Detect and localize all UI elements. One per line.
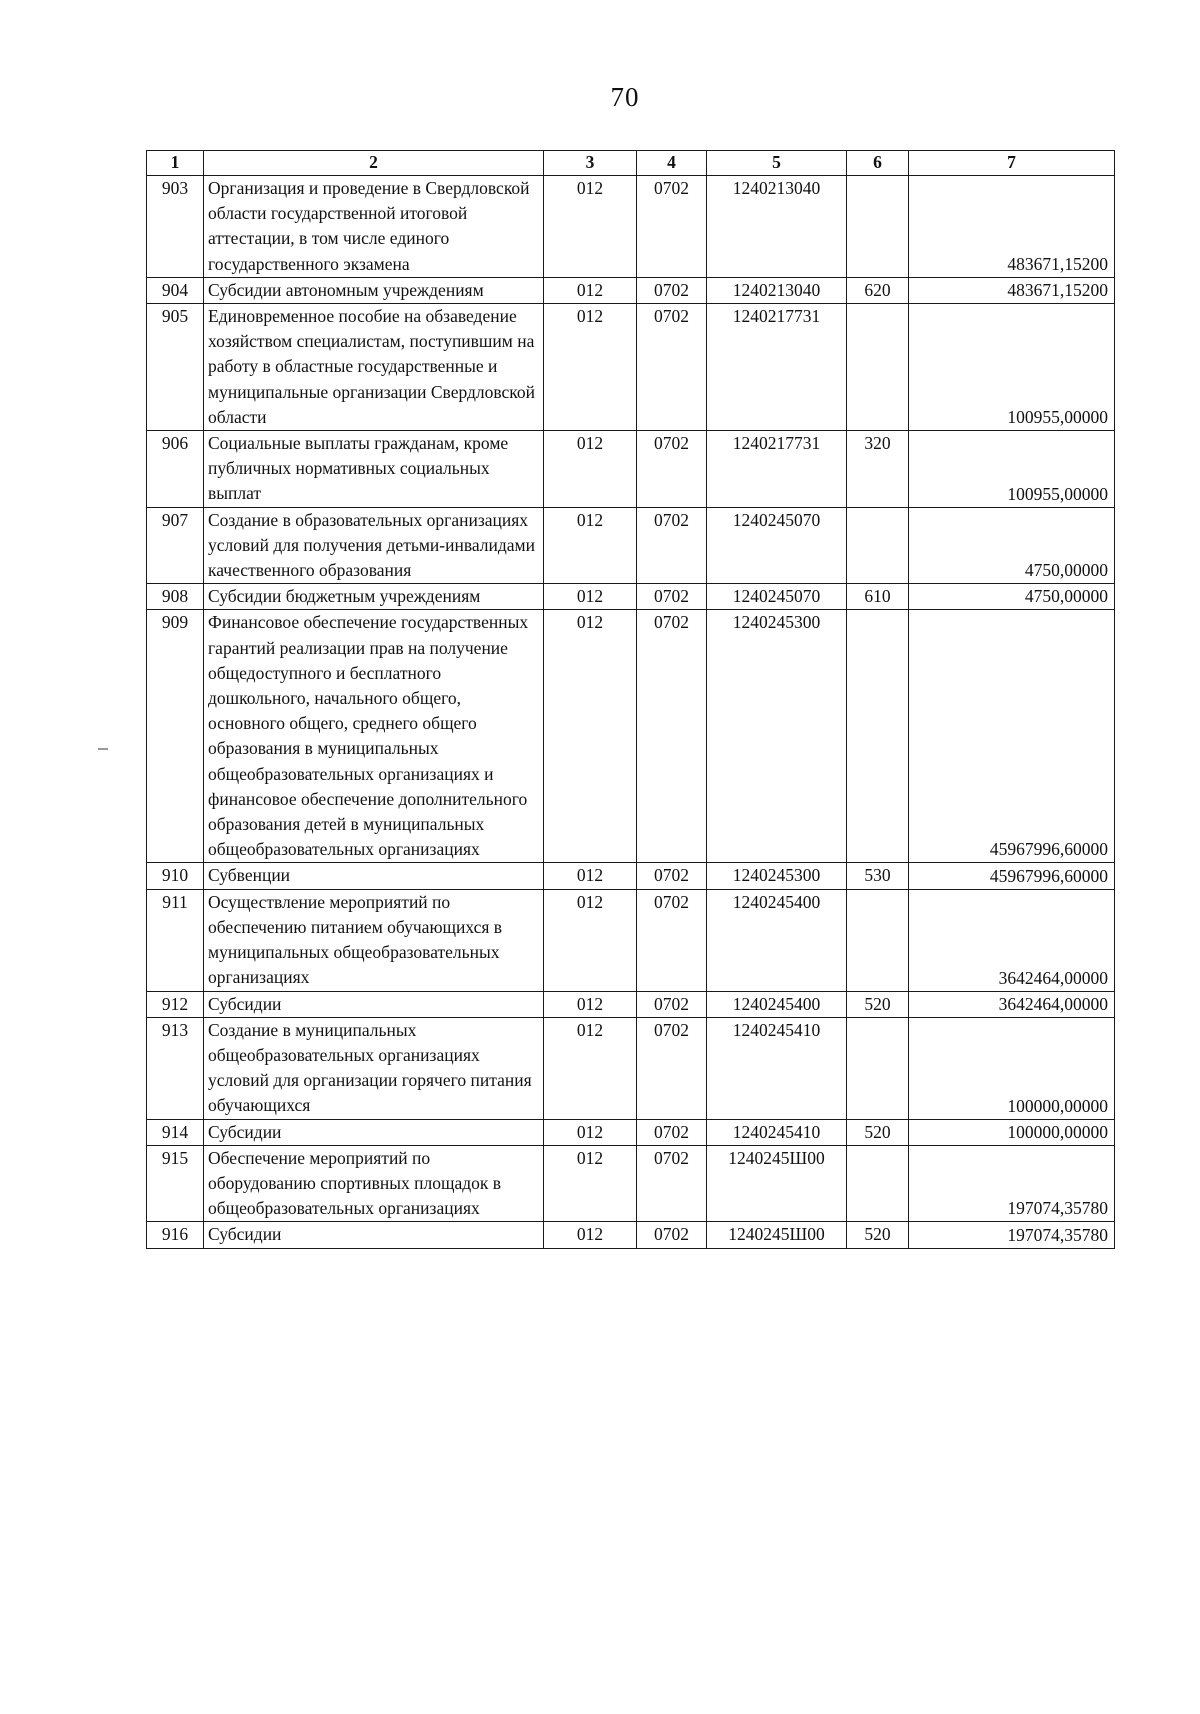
- row-expense-type: [847, 176, 909, 278]
- table-row: [147, 1222, 1115, 1248]
- table-row: [147, 507, 1115, 584]
- row-name: Организация и проведение в Свердловской области государственной итоговой аттестации, в том числе единого государственного экзамена: [204, 176, 544, 278]
- table-row: [147, 431, 1115, 508]
- row-number: 909: [147, 610, 204, 863]
- row-admin-code: 012: [544, 1145, 637, 1222]
- row-amount: 4750,00000: [909, 507, 1115, 584]
- table-body: [147, 176, 1115, 1249]
- row-amount: 483671,15200: [909, 277, 1115, 303]
- row-section-code: 0702: [637, 584, 707, 610]
- row-target-code: 1240217731: [707, 304, 847, 431]
- row-amount: 197074,35780: [909, 1145, 1115, 1222]
- row-amount: 3642464,00000: [909, 889, 1115, 991]
- row-amount: 4750,00000: [909, 584, 1115, 610]
- row-number: 912: [147, 991, 204, 1017]
- row-name: Субсидии: [204, 1119, 544, 1145]
- row-section-code: 0702: [637, 277, 707, 303]
- row-section-code: 0702: [637, 991, 707, 1017]
- row-section-code: 0702: [637, 1119, 707, 1145]
- row-target-code: 1240245300: [707, 863, 847, 889]
- header-cell: 3: [544, 151, 637, 176]
- row-number: 903: [147, 176, 204, 278]
- table-row: [147, 584, 1115, 610]
- header-row: [147, 151, 1115, 176]
- page-number: 70: [610, 82, 640, 112]
- header-cell: 4: [637, 151, 707, 176]
- row-admin-code: 012: [544, 277, 637, 303]
- row-number: 916: [147, 1222, 204, 1248]
- row-expense-type: 620: [847, 277, 909, 303]
- row-number: 910: [147, 863, 204, 889]
- row-expense-type: [847, 889, 909, 991]
- row-target-code: 1240245410: [707, 1119, 847, 1145]
- row-expense-type: [847, 610, 909, 863]
- row-section-code: 0702: [637, 610, 707, 863]
- row-amount: 483671,15200: [909, 176, 1115, 278]
- budget-table: [146, 150, 1115, 1249]
- row-target-code: 1240245400: [707, 889, 847, 991]
- row-target-code: 1240245070: [707, 584, 847, 610]
- row-admin-code: 012: [544, 863, 637, 889]
- row-name: Финансовое обеспечение государственных гарантий реализации прав на получение общедоступного и бесплатного дошкольного, начального общего, основного общего, среднего общего образования в муниципальных общеобразовательных организациях и финансовое обеспечение дополнительного образования детей в муниципальных общеобразовательных организациях: [204, 610, 544, 863]
- row-expense-type: [847, 1017, 909, 1119]
- row-number: 908: [147, 584, 204, 610]
- row-expense-type: 520: [847, 991, 909, 1017]
- row-admin-code: 012: [544, 889, 637, 991]
- row-name: Создание в муниципальных общеобразовательных организациях условий для организации горячего питания обучающихся: [204, 1017, 544, 1119]
- row-expense-type: 320: [847, 431, 909, 508]
- row-expense-type: [847, 1145, 909, 1222]
- row-amount: 100000,00000: [909, 1119, 1115, 1145]
- row-admin-code: 012: [544, 1017, 637, 1119]
- row-admin-code: 012: [544, 176, 637, 278]
- header-cell: 7: [909, 151, 1115, 176]
- row-target-code: 1240245Ш00: [707, 1145, 847, 1222]
- row-amount: 45967996,60000: [909, 863, 1115, 889]
- row-name: Обеспечение мероприятий по оборудованию спортивных площадок в общеобразовательных организациях: [204, 1145, 544, 1222]
- row-section-code: 0702: [637, 431, 707, 508]
- row-section-code: 0702: [637, 863, 707, 889]
- row-section-code: 0702: [637, 176, 707, 278]
- row-name: Субсидии бюджетным учреждениям: [204, 584, 544, 610]
- row-name: Единовременное пособие на обзаведение хозяйством специалистам, поступившим на работу в областные государственные и муниципальные организации Свердловской области: [204, 304, 544, 431]
- header-cell: 6: [847, 151, 909, 176]
- row-target-code: 1240213040: [707, 176, 847, 278]
- row-admin-code: 012: [544, 991, 637, 1017]
- row-amount: 100000,00000: [909, 1017, 1115, 1119]
- row-admin-code: 012: [544, 584, 637, 610]
- row-target-code: 1240245070: [707, 507, 847, 584]
- header-cell: 1: [147, 151, 204, 176]
- row-name: Субсидии: [204, 991, 544, 1017]
- row-expense-type: 520: [847, 1119, 909, 1145]
- row-admin-code: 012: [544, 431, 637, 508]
- row-name: Субсидии: [204, 1222, 544, 1248]
- row-section-code: 0702: [637, 1222, 707, 1248]
- header-cell: 5: [707, 151, 847, 176]
- row-number: 911: [147, 889, 204, 991]
- row-section-code: 0702: [637, 889, 707, 991]
- table-row: [147, 610, 1115, 863]
- row-expense-type: 530: [847, 863, 909, 889]
- row-number: 907: [147, 507, 204, 584]
- row-name: Создание в образовательных организациях условий для получения детьми-инвалидами качественного образования: [204, 507, 544, 584]
- row-target-code: 1240213040: [707, 277, 847, 303]
- row-expense-type: 610: [847, 584, 909, 610]
- row-target-code: 1240245Ш00: [707, 1222, 847, 1248]
- row-admin-code: 012: [544, 610, 637, 863]
- row-name: Осуществление мероприятий по обеспечению питанием обучающихся в муниципальных общеобразовательных организациях: [204, 889, 544, 991]
- row-number: 914: [147, 1119, 204, 1145]
- row-amount: 100955,00000: [909, 304, 1115, 431]
- row-admin-code: 012: [544, 507, 637, 584]
- row-amount: 45967996,60000: [909, 610, 1115, 863]
- row-target-code: 1240217731: [707, 431, 847, 508]
- row-target-code: 1240245410: [707, 1017, 847, 1119]
- table-row: [147, 991, 1115, 1017]
- table-row: [147, 176, 1115, 278]
- row-admin-code: 012: [544, 1222, 637, 1248]
- table-row: [147, 304, 1115, 431]
- row-admin-code: 012: [544, 1119, 637, 1145]
- row-target-code: 1240245400: [707, 991, 847, 1017]
- table-row: [147, 1119, 1115, 1145]
- row-number: 913: [147, 1017, 204, 1119]
- row-expense-type: [847, 507, 909, 584]
- row-number: 906: [147, 431, 204, 508]
- row-number: 904: [147, 277, 204, 303]
- row-admin-code: 012: [544, 304, 637, 431]
- row-number: 915: [147, 1145, 204, 1222]
- row-section-code: 0702: [637, 507, 707, 584]
- header-cell: 2: [204, 151, 544, 176]
- row-amount: 3642464,00000: [909, 991, 1115, 1017]
- table-row: [147, 889, 1115, 991]
- row-number: 905: [147, 304, 204, 431]
- scan-mark: [98, 748, 108, 750]
- row-target-code: 1240245300: [707, 610, 847, 863]
- row-section-code: 0702: [637, 1017, 707, 1119]
- row-amount: 100955,00000: [909, 431, 1115, 508]
- row-section-code: 0702: [637, 304, 707, 431]
- table-row: [147, 1145, 1115, 1222]
- table-row: [147, 1017, 1115, 1119]
- row-amount: 197074,35780: [909, 1222, 1115, 1248]
- row-expense-type: 520: [847, 1222, 909, 1248]
- row-name: Субсидии автономным учреждениям: [204, 277, 544, 303]
- row-expense-type: [847, 304, 909, 431]
- row-section-code: 0702: [637, 1145, 707, 1222]
- row-name: Социальные выплаты гражданам, кроме публичных нормативных социальных выплат: [204, 431, 544, 508]
- table-row: [147, 863, 1115, 889]
- row-name: Субвенции: [204, 863, 544, 889]
- table-row: [147, 277, 1115, 303]
